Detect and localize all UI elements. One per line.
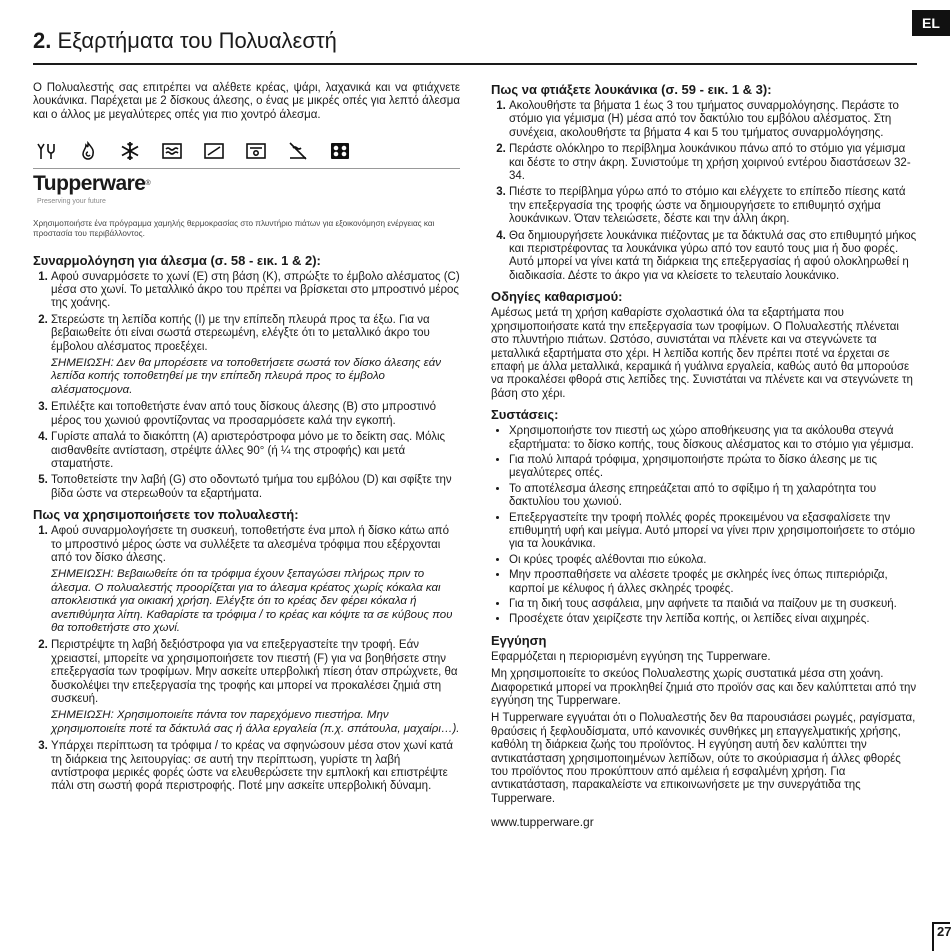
warranty-heading: Εγγύηση — [491, 632, 547, 648]
logo-tagline: Preserving your future — [37, 198, 106, 206]
sausage-steps — [491, 100, 918, 283]
title-divider — [33, 63, 917, 65]
tips-heading: Συστάσεις: — [491, 407, 559, 423]
page-title — [33, 28, 337, 54]
sausage-heading: Πως να φτιάξετε λουκάνικα (σ. 59 - εικ. 1 & 3): — [491, 82, 772, 97]
assembly-step: 2. Στερεώστε τη λεπίδα κοπής (I) με την επίπεδη πλευρά προς τα έξω. Για να βεβαιωθείτε ότι είναι σωστά στερεωμένη, ελέγξτε ότι το μεταλλικό άκρο του έμβολου αλέσματος προεξέχει. ΣΗΜΕΙΩΣΗ: Δεν θα μπορέσετε να τοποθετήσετε σωστά τον δίσκο άλεσης εάν λεπίδα κοπής τοποθετηθεί με την επίπεδη πλευρά προς το έμβολο αλέσματοςμονα. — [51, 314, 460, 397]
icons-divider — [33, 168, 460, 169]
assembly-step: 3. Επιλέξτε και τοποθετήστε έναν από τους δίσκους άλεσης (B) στο μπροστινό μέρος του χωνιού φροντίζοντας να προσαρμόσετε καλά την εγκοπή. — [51, 401, 460, 428]
usage-step: 1. Αφού συναρμολογήσετε τη συσκευή, τοποθετήστε ένα μπολ ή δίσκο κάτω από το μπροστινό μέρος ώστε να συλλέξετε τα αλεσμένα τρόφιμα που εξέρχονται από τον δίσκο άλεσης. ΣΗΜΕΙΩΣΗ: Βεβαιωθείτε ότι τα τρόφιμα έχουν ξεπαγώσει πλήρως πριν το άλεσμα. Ο πολυαλεστής προορίζεται για το άλεσμα κρέατος χωρίς κόκαλα και αποκλειστικά για οικιακή χρήση. Ελέγξτε ότι το κρέας δεν φέρει κόκαλα ή ανεπιθύμητα λίπη. Καθαρίστε τα τρόφιμα / το κρέας και κόψτε τα σε κύβους που θα τοποθετήστε στο χωνί. — [51, 525, 460, 635]
usage-steps — [33, 525, 460, 794]
care-icons — [35, 140, 460, 162]
flame-icon — [77, 140, 99, 162]
tip-item: • Για πολύ λιπαρά τρόφιμα, χρησιμοποιήστε πρώτα το δίσκο άλεσης με τις μεγαλύτερες οπές. — [509, 454, 918, 481]
tip-item: • Μην προσπαθήσετε να αλέσετε τροφές με σκληρές ίνες όπως πιπεριόριζα, καρποί με κέλυφος ή άλλες σκληρές τροφές. — [509, 569, 918, 596]
language-badge: EL — [912, 10, 950, 36]
assembly-note: ΣΗΜΕΙΩΣΗ: Δεν θα μπορέσετε να τοποθετήσετε σωστά τον δίσκο άλεσης εάν λεπίδα κοπής τοποθετηθεί με την επίπεδη πλευρά προς το έμβολο αλέσματοςμονα. — [51, 357, 442, 396]
cleaning-text: Αμέσως μετά τη χρήση καθαρίστε σχολαστικά όλα τα εξαρτήματα που χρησιμοποιήσατε κατά την επεξεργασία των τροφίμων. Ο Πολυαλεστής πλένεται στο πλυντήριο πιάτων. Ωστόσο, συνιστάται να πλένετε και να στεγνώνετε τα μεταλλικά εξαρτήματα στο χέρι. Η λεπίδα κοπής δεν πρέπει ποτέ να έρχεται σε επαφή με άλλα μεταλλικά, κεραμικά ή γυάλινα εργαλεία, καθώς αυτό θα μπορούσε να προκαλέσει φθορά στις λεπίδες της. Συνιστάται να πλένετε και να στεγνώνετε τη βάση στο χέρι. — [491, 307, 913, 400]
oven-icon — [245, 140, 267, 162]
sausage-step: 1. Ακολουθήστε τα βήματα 1 έως 3 του τμήματος συναρμολόγησης. Περάστε το στόμιο για γέμισμα (H) μέσα από τον δακτύλιο του εμβόλου αλέσματος. Στη συνέχεια, ακολουθήστε τα βήματα 4 και 5 του τμήματος συναρμολόγησης. — [509, 100, 918, 140]
website-link[interactable]: www.tupperware.gr — [491, 815, 594, 830]
assembly-step: 1. Αφού συναρμόσετε το χωνί (E) στη βάση (K), σπρώξτε το έμβολο αλέσματος (C) μέσα στο χωνί. Το μεταλλικό άκρο του πρέπει να βρίσκεται στο μπροστινό μέρος της χοάνης. — [51, 271, 460, 311]
title-number: 2. — [33, 28, 52, 53]
usage-note: ΣΗΜΕΙΩΣΗ: Χρησιμοποιείτε πάντα τον παρεχόμενο πιεστήρα. Μην χρησιμοποιείτε ποτέ τα δάκτυλά σας ή άλλα εργαλεία (π.χ. σπάτουλα, μαχαίρι…). — [51, 709, 460, 735]
usage-step: 3. Υπάρχει περίπτωση τα τρόφιμα / το κρέας να σφηνώσουν μέσα στον χωνί κατά τη διάρκεια της λειτουργίας: σε αυτή την περίπτωση, γυρίστε τη λαβή αντίστροφα μερικές φορές ώστε να ελευθερώσετε την εμπλοκή και επιστρέψτε πάλι στη σωστή φορά περιστροφής. Ποτέ μην ασκείτε υπερβολική δύναμη. — [51, 740, 460, 794]
tip-item: • Για τη δική τους ασφάλεια, μην αφήνετε τα παιδιά να παίζουν με τη συσκευή. — [509, 598, 918, 611]
eco-note: Χρησιμοποιήστε ένα πρόγραμμα χαμηλής θερμοκρασίας στο πλυντήριο πιάτων για εξοικονόμηση ενέργειας και προστασία του περιβάλλοντος. — [33, 218, 435, 238]
right-column — [491, 82, 918, 830]
tips-list — [491, 425, 918, 627]
intro-paragraph: Ο Πολυαλεστής σας επιτρέπει να αλέθετε κρέας, ψάρι, λαχανικά και να φτιάχνετε λουκάνικα. Παρέχεται με 2 δίσκους άλεσης, ο ένας με μικρές οπές για λεπτό άλεσμα και ο άλλος με μεγαλύτερες οπές για πιο χοντρό άλεσμα. — [33, 82, 460, 121]
page-number: 27 — [932, 922, 950, 951]
sausage-step: 3. Πιέστε το περίβλημα γύρω από το στόμιο και ελέγχετε το επίπεδο πίεσης κατά την επεξεργασία της τροφής ώστε να δημιουργήσετε το επιθυμητό σχήμα λουκάνικων. Όταν τελειώσετε, δέστε και την άλλη άκρη. — [509, 186, 918, 226]
microwave-reheat-icon — [203, 140, 225, 162]
usage-step: 2. Περιστρέψτε τη λαβή δεξιόστροφα για να επεξεργαστείτε την τροφή. Εάν χρειαστεί, μπορείτε να χρησιμοποιήσετε τον πιεστή (F) για να βοηθήσετε στην επεξεργασία των τροφίμων. Μην ασκείτε υπερβολική πίεση όταν σπρώχνετε, θα δυσκολέψει την επεξεργασία της τροφής και μπορεί να προκαλέσει ζημιά στη συσκευή. ΣΗΜΕΙΩΣΗ: Χρησιμοποιείτε πάντα τον παρεχόμενο πιεστήρα. Μην χρησιμοποιείτε ποτέ τα δάκτυλά σας ή άλλα εργαλεία (π.χ. σπάτουλα, μαχαίρι…). — [51, 639, 460, 736]
warranty-paragraph: Εφαρμόζεται η περιορισμένη εγγύηση της Tupperware. — [491, 650, 771, 663]
dishwasher-icon — [35, 140, 57, 162]
usage-heading: Πως να χρησιμοποιήσετε τον πολυαλεστή: — [33, 507, 299, 523]
tip-item: • Επεξεργαστείτε την τροφή πολλές φορές προκειμένου να εξασφαλίσετε την επιθυμητή υφή και μείγμα. Αυτό μπορεί να γίνει πριν χρησιμοποιήσετε το στόμιο για τα λουκάνικα. — [509, 512, 918, 552]
cleaning-heading: Οδηγίες καθαρισμού: — [491, 289, 623, 305]
sausage-step: 4. Θα δημιουργήσετε λουκάνικα πιέζοντας με τα δάκτυλά σας στο επιθυμητό μήκος και περιστρέφοντας τα λουκάνικα γύρω από τον εαυτό τους μια ή δυο φορές. Αυτό μπορεί να γίνει κατά τη διάρκεια της επεξεργασίας ή αφού ολοκληρωθεί η διαδικασία. Δέστε το άκρο για να κλείσετε το τελευταίο λουκάνικο. — [509, 230, 918, 284]
assembly-step: 5. Τοποθετείστε την λαβή (G) στο οδοντωτό τμήμα του εμβόλου (D) και σφίξτε την βίδα ώστε να στερεωθούν τα εξαρτήματα. — [51, 474, 460, 501]
sausage-step: 2. Περάστε ολόκληρο το περίβλημα λουκάνικου πάνω από το στόμιο για γέμισμα και δέστε το στην άκρη. Συνιστούμε τη χρήση χοιρινού εντέρου διαστάσεων 32-34. — [509, 143, 918, 183]
warranty-paragraph: Η Tupperware εγγυάται ότι ο Πολυαλεστής δεν θα παρουσιάσει ρωγμές, ραγίσματα, θραύσεις ή ξεφλουδίσματα, υπό κανονικές συνθήκες μη επαγγελματικής χρήσης, καθόλη τη διάρκεια ζωής του προϊόντος. Η εγγύηση αυτή δεν καλύπτει την αντικατάσταση χρησιμοποιημένων λεπίδων, ούτε το σκούριασμα ή άλλες φθορές του προϊόντος που προκύπτουν από αμέλεια ή εσφαλμένη χρήση. Για αντικατάσταση, παρακαλείστε να επικοινωνήσετε με την συνεργάτιδα της Tupperware. — [491, 712, 916, 805]
no-oven-icon — [287, 140, 309, 162]
tip-item: • Χρησιμοποιήστε τον πιεστή ως χώρο αποθήκευσης για τα ακόλουθα στεγνά εξαρτήματα: το δίσκο κοπής, τους δίσκους αλέσματος και το στόμιο για γέμισμα. — [509, 425, 918, 452]
tip-item: • Οι κρύες τροφές αλέθονται πιο εύκολα. — [509, 554, 918, 567]
title-text: Εξαρτήματα του Πολυαλεστή — [57, 28, 337, 53]
warranty-paragraph: Μη χρησιμοποιείτε το σκεύος Πολυαλεστης χωρίς συστατικά μέσα στη χοάνη. Διαφορετικά μπορεί να προκληθεί ζημιά στο προϊόν σας και δεν καλύπτεται από την εγγύηση της Tupperware. — [491, 668, 917, 708]
assembly-steps — [33, 271, 460, 502]
tip-item: • Το αποτέλεσμα άλεσης επηρεάζεται από το σφίξιμο ή τη χαλαρότητα του δακτυλίου του χωνιού. — [509, 483, 918, 510]
assembly-step: 4. Γυρίστε απαλά το διακόπτη (A) αριστερόστροφα μόνο με το δείκτη σας. Μόλις αισθανθείτε αντίσταση, στρέψτε άλλες 90° (ή ¼ της στροφής) και μετά σταματήστε. — [51, 431, 460, 471]
usage-note: ΣΗΜΕΙΩΣΗ: Βεβαιωθείτε ότι τα τρόφιμα έχουν ξεπαγώσει πλήρως πριν το άλεσμα. Ο πολυαλεστής προορίζεται για το άλεσμα κρέατος χωρίς κόκαλα και αποκλειστικά για οικιακή χρήση. Ελέγξτε ότι το κρέας δεν φέρει κόκαλα ή ανεπιθύμητα λίπη. Καθαρίστε τα τρόφιμα / το κρέας και κόψτε τα σε κύβους που θα τοποθετήστε στο χωνί. — [51, 568, 453, 634]
stovetop-icon — [329, 140, 351, 162]
tupperware-logo: Tupperware® — [33, 172, 151, 196]
freezer-icon — [119, 140, 141, 162]
microwave-icon — [161, 140, 183, 162]
left-column — [33, 82, 460, 798]
assembly-heading: Συναρμολόγηση για άλεσμα (σ. 58 - εικ. 1 & 2): — [33, 252, 321, 268]
tip-item: • Προσέχετε όταν χειρίζεστε την λεπίδα κοπής, οι λεπίδες είναι αιχμηρές. — [509, 613, 918, 626]
